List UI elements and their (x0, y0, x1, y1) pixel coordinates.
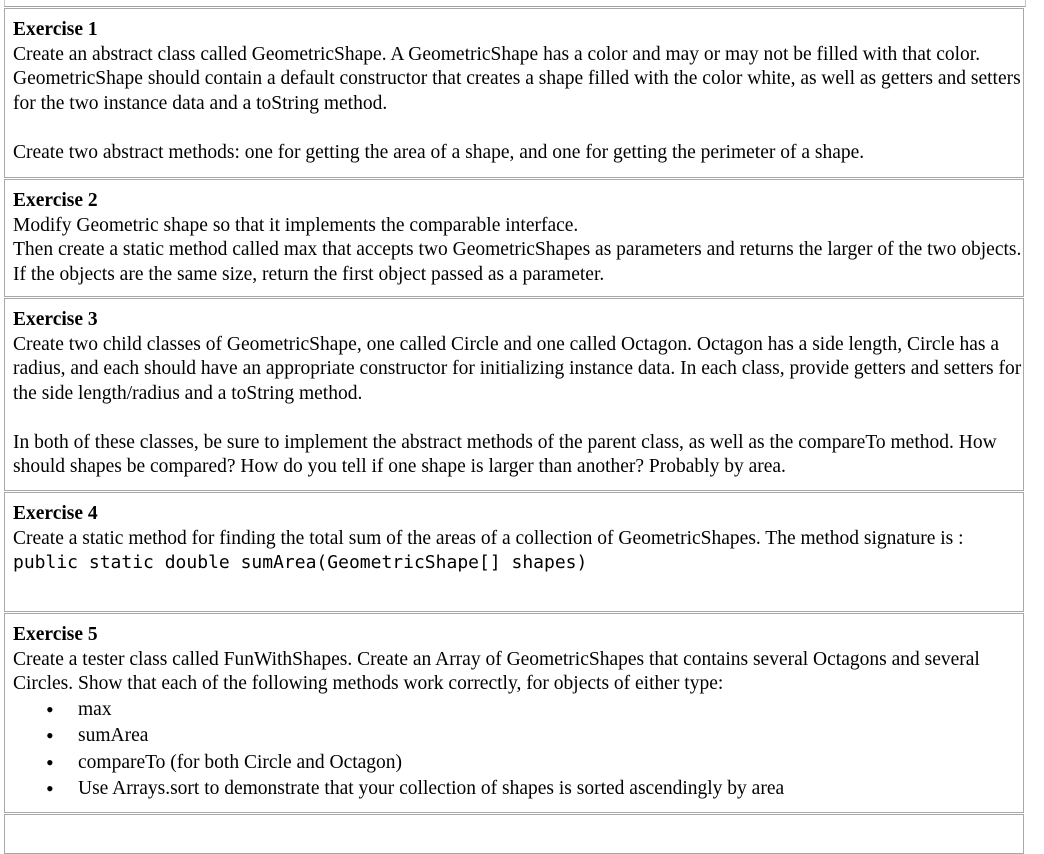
exercise-3-cell (4, 298, 1024, 491)
exercise-1-description: Create an abstract class called GeometricShape. A GeometricShape has a color and may or may not be filled with that color. GeometricShape should contain a default constructor that creates a shape filled with the color white, as well as getters and setters for the two instance data and a toString method. (13, 43, 1021, 114)
exercise-1-abstract-methods: Create two abstract methods: one for getting the area of a shape, and one for getting the perimeter of a shape. (13, 141, 865, 163)
list-item: • max (78, 697, 1023, 724)
methods-list (13, 697, 1023, 803)
paragraph-gap (13, 406, 1023, 431)
exercise-1-cell (4, 8, 1024, 178)
exercise-1-title: Exercise 1 (13, 19, 98, 40)
exercise-2-title: Exercise 2 (13, 190, 98, 211)
empty-cell (4, 814, 1024, 854)
paragraph-gap (13, 116, 1023, 141)
exercise-3-compare: In both of these classes, be sure to implement the abstract methods of the parent class, as well as the compareTo method. How should shapes be compared? How do you tell if one shape is larger than another? Probably by area. (13, 431, 997, 477)
exercise-4-description (13, 527, 1023, 576)
list-item: • sumArea (78, 723, 1023, 750)
exercise-4-text: Create a static method for finding the total sum of the areas of a collection of GeometricShapes. The method signature is : (13, 527, 964, 549)
exercise-5-title: Exercise 5 (13, 624, 98, 645)
exercise-3-description: Create two child classes of GeometricShape, one called Circle and one called Octagon. Octagon has a side length, Circle has a radius, and each should have an appropriate constructor for initializing instance data. In each class, provide getters and setters for the side length/radius and a toString method. (13, 333, 1022, 404)
list-item: • compareTo (for both Circle and Octagon) (78, 750, 1023, 777)
exercise-5-cell (4, 613, 1024, 813)
exercise-2-cell (4, 179, 1024, 297)
table-top-edge (4, 0, 1026, 7)
exercise-4-cell (4, 492, 1024, 612)
list-item: • Use Arrays.sort to demonstrate that your collection of shapes is sorted ascendingly by area (78, 776, 1023, 803)
exercise-5-description: Create a tester class called FunWithShapes. Create an Array of GeometricShapes that contains several Octagons and several Circles. Show that each of the following methods work correctly, for objects of either type: (13, 648, 980, 694)
exercise-4-title: Exercise 4 (13, 503, 98, 524)
exercise-2-max-method: Then create a static method called max that accepts two GeometricShapes as parameters and returns the larger of the two objects. If the objects are the same size, return the first object passed as a parameter. (13, 239, 1022, 285)
method-signature-code: public static double sumArea(GeometricShape[] shapes) (13, 552, 588, 573)
exercise-3-title: Exercise 3 (13, 309, 98, 330)
exercise-2-description: Modify Geometric shape so that it implements the comparable interface. (13, 214, 579, 236)
